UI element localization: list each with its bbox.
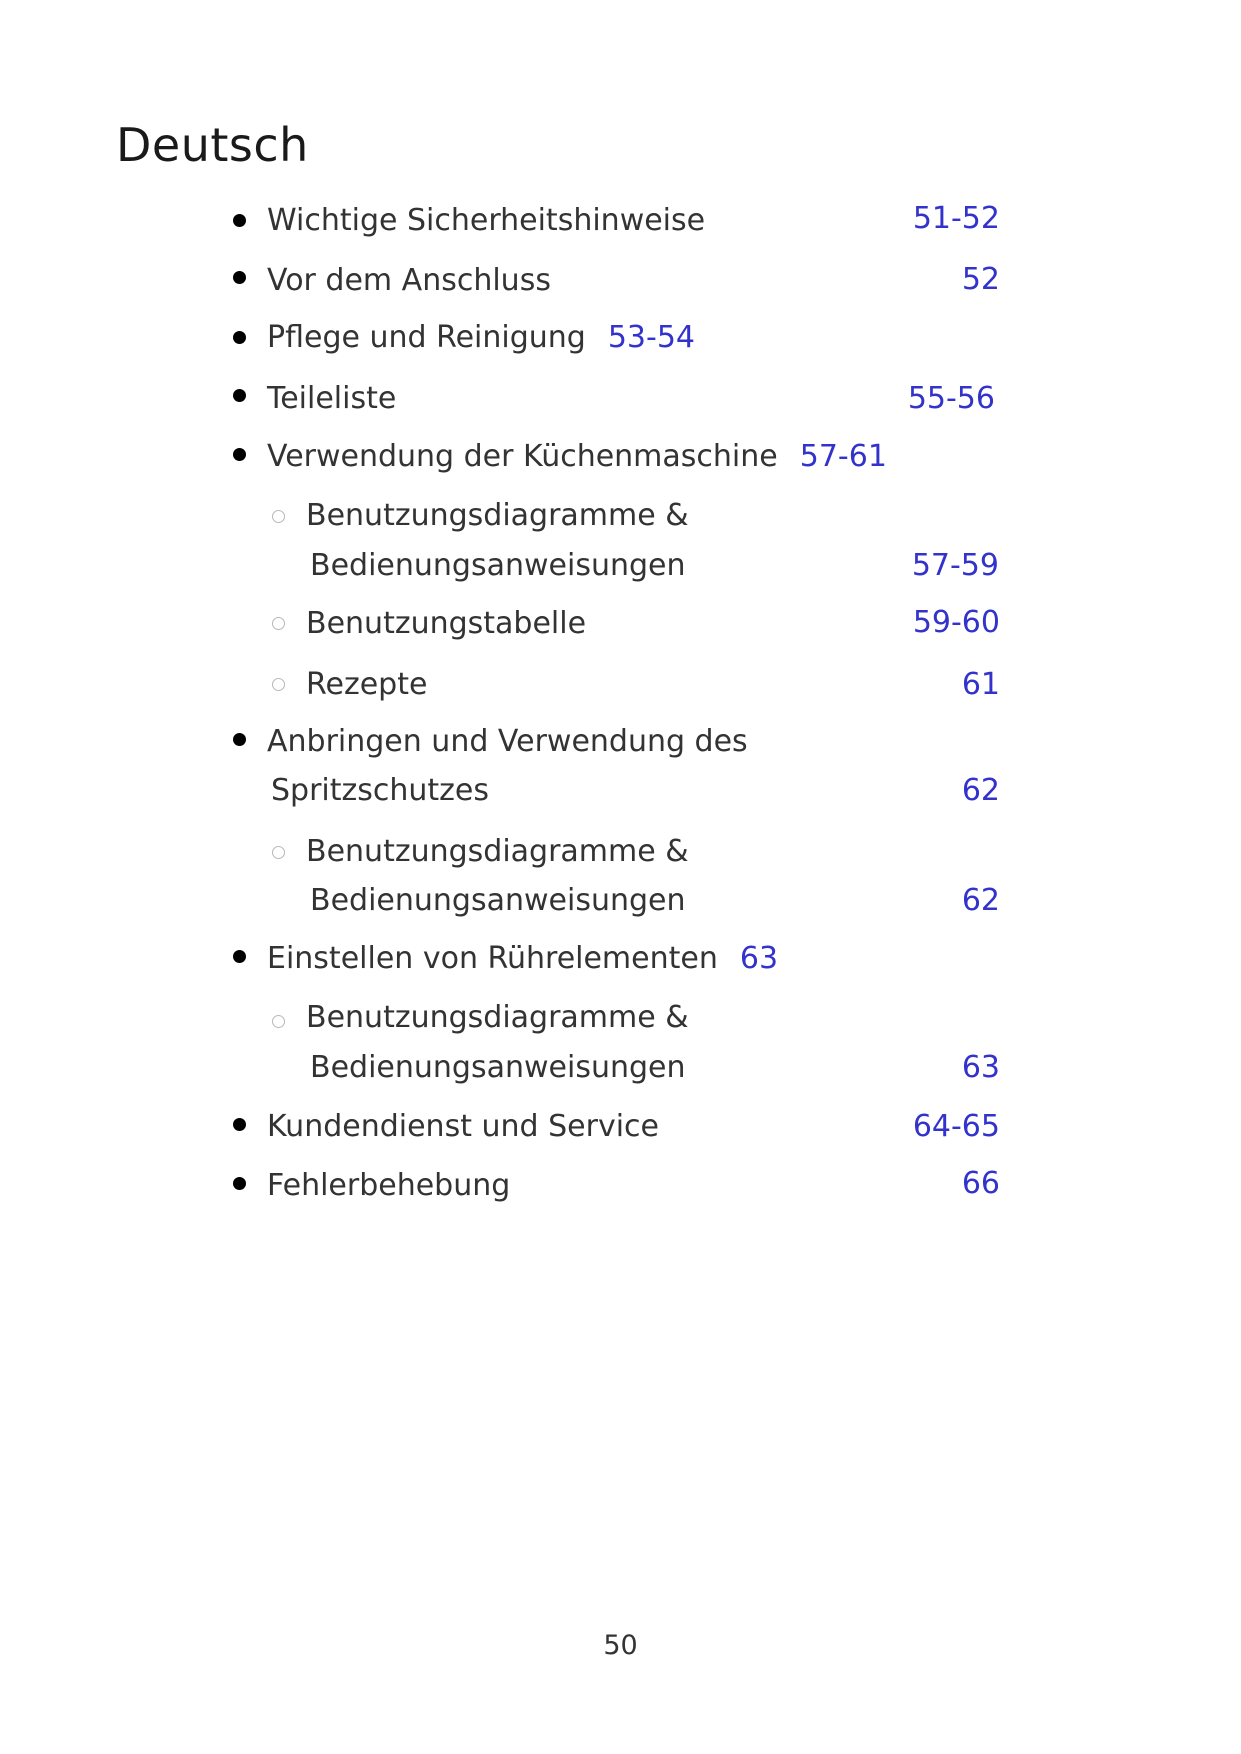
toc-subentry-title-line1[interactable]: Benutzungsdiagramme & — [306, 498, 689, 533]
toc-entry-pages[interactable]: 64-65 — [912, 1109, 1000, 1144]
toc-entry-title[interactable]: Fehlerbehebung — [267, 1168, 511, 1203]
toc-subentry-title[interactable]: Rezepte — [306, 667, 428, 702]
bullet-icon — [233, 950, 246, 963]
toc-subentry-pages[interactable]: 59-60 — [912, 605, 1000, 640]
toc-subentry-pages[interactable]: 63 — [961, 1050, 1000, 1085]
bullet-icon — [233, 1177, 246, 1190]
toc-entry-title[interactable]: Teileliste — [267, 381, 397, 416]
toc-entry-title[interactable]: Kundendienst und Service — [267, 1109, 659, 1144]
toc-entry-pages[interactable]: 66 — [961, 1166, 1000, 1201]
bullet-icon — [233, 331, 246, 344]
toc-entry-title-line2[interactable]: Spritzschutzes — [271, 773, 490, 808]
bullet-icon — [233, 448, 246, 461]
toc-entry-title: Einstellen von Rührelementen — [267, 941, 718, 976]
toc-entry[interactable] — [267, 439, 887, 474]
toc-subentry-pages[interactable]: 62 — [961, 883, 1000, 918]
bullet-icon — [233, 1118, 246, 1131]
toc-entry-pages[interactable]: 52 — [961, 262, 1000, 297]
sub-bullet-icon — [272, 846, 285, 859]
page-number: 50 — [603, 1630, 638, 1661]
sub-bullet-icon — [272, 678, 285, 691]
toc-entry-pages[interactable]: 51-52 — [912, 201, 1000, 236]
toc-subentry-pages[interactable]: 57-59 — [911, 548, 999, 583]
toc-subentry-title-line2[interactable]: Bedienungsanweisungen — [310, 548, 686, 583]
toc-entry-title: Pflege und Reinigung — [267, 320, 586, 355]
toc-subentry-title-line2[interactable]: Bedienungsanweisungen — [310, 1050, 686, 1085]
toc-subentry-title[interactable]: Benutzungstabelle — [306, 606, 587, 641]
toc-entry-pages[interactable]: 53-54 — [607, 320, 696, 355]
toc-entry-title[interactable]: Vor dem Anschluss — [267, 263, 551, 298]
section-title: Deutsch — [116, 118, 309, 172]
toc-entry-title: Verwendung der Küchenmaschine — [267, 439, 778, 474]
toc-entry-pages[interactable]: 55-56 — [907, 381, 995, 416]
bullet-icon — [233, 214, 246, 227]
toc-subentry-title-line2[interactable]: Bedienungsanweisungen — [310, 883, 686, 918]
toc-subentry-pages[interactable]: 61 — [961, 667, 1000, 702]
bullet-icon — [233, 389, 246, 402]
toc-entry-pages[interactable]: 62 — [961, 773, 1000, 808]
bullet-icon — [233, 271, 246, 284]
toc-subentry-title-line1[interactable]: Benutzungsdiagramme & — [306, 1000, 689, 1035]
toc-entry[interactable] — [267, 941, 779, 976]
toc-entry[interactable] — [267, 320, 696, 355]
toc-entry-pages[interactable]: 57-61 — [799, 439, 887, 474]
sub-bullet-icon — [272, 617, 285, 630]
sub-bullet-icon — [272, 510, 285, 523]
toc-subentry-title-line1[interactable]: Benutzungsdiagramme & — [306, 834, 689, 869]
toc-entry-title[interactable]: Wichtige Sicherheitshinweise — [267, 203, 706, 238]
toc-entry-pages[interactable]: 63 — [739, 941, 779, 976]
toc-entry-title-line1[interactable]: Anbringen und Verwendung des — [267, 724, 748, 759]
sub-bullet-icon — [272, 1015, 285, 1028]
bullet-icon — [233, 733, 246, 746]
